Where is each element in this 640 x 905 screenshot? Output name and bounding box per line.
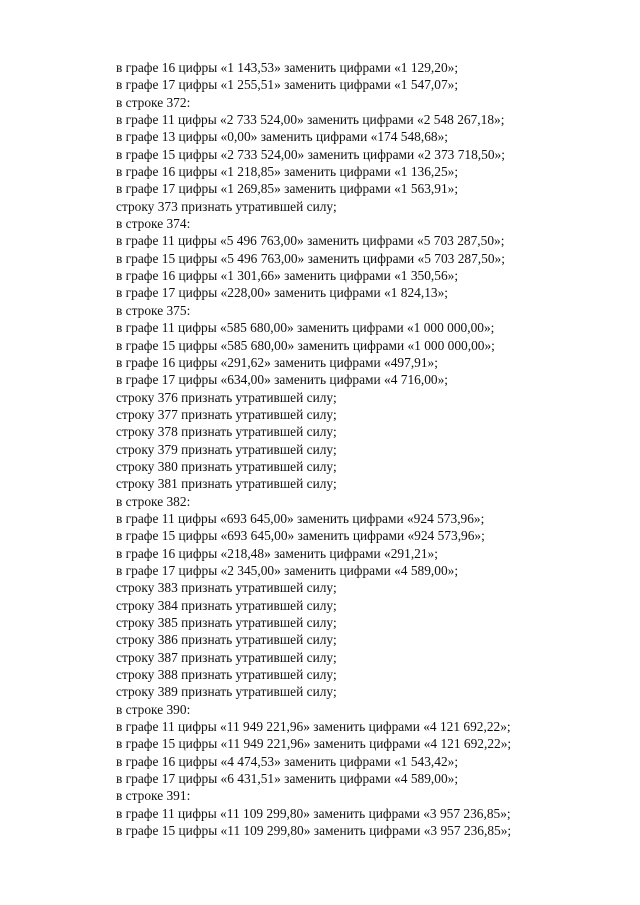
document-line: в графе 17 цифры «6 431,51» заменить цифрами «4 589,00»; [116,771,459,787]
document-line: в графе 16 цифры «1 301,66» заменить цифрами «1 350,56»; [116,268,459,284]
document-line: строку 380 признать утратившей силу; [116,458,337,474]
document-line: строку 385 признать утратившей силу; [116,615,337,630]
document-line: в графе 16 цифры «1 218,85» заменить цифрами «1 136,25»; [116,164,459,180]
document-line: в строке 375: [116,302,191,318]
document-line: в графе 16 цифры «1 143,53» заменить цифрами «1 129,20»; [116,60,459,75]
document-line: в графе 11 цифры «585 680,00» заменить цифрами «1 000 000,00»; [116,320,495,336]
document-line: строку 386 признать утратившей силу; [116,632,337,648]
document-line: в строке 391: [116,788,191,804]
document-line: в графе 17 цифры «634,00» заменить цифрами «4 716,00»; [116,372,449,388]
document-line: в графе 13 цифры «0,00» заменить цифрами «174 548,68»; [116,129,449,145]
document-line: в графе 11 цифры «5 496 763,00» заменить цифрами «5 703 287,50»; [116,233,505,249]
document-line: строку 376 признать утратившей силу; [116,389,337,405]
document-line: в графе 11 цифры «11 109 299,80» заменить цифрами «3 957 236,85»; [116,805,511,821]
document-line: строку 377 признать утратившей силу; [116,406,337,422]
document-line: в строке 372: [116,94,191,110]
document-line: в графе 15 цифры «11 949 221,96» заменить цифрами «4 121 692,22»; [116,736,512,752]
document-line: в графе 15 цифры «693 645,00» заменить цифрами «924 573,96»; [116,528,485,544]
document-body [116,59,616,839]
document-line: в графе 11 цифры «693 645,00» заменить цифрами «924 573,96»; [116,510,485,526]
document-line: строку 384 признать утратившей силу; [116,597,337,613]
document-line: строку 388 признать утратившей силу; [116,667,337,683]
document-line: в графе 15 цифры «2 733 524,00» заменить цифрами «2 373 718,50»; [116,146,505,162]
document-line: в графе 11 цифры «2 733 524,00» заменить цифрами «2 548 267,18»; [116,112,505,128]
document-line: в графе 17 цифры «228,00» заменить цифрами «1 824,13»; [116,285,449,301]
document-line: строку 387 признать утратившей силу; [116,649,337,665]
document-line: в графе 17 цифры «2 345,00» заменить цифрами «4 589,00»; [116,562,459,578]
document-line: в графе 15 цифры «585 680,00» заменить цифрами «1 000 000,00»; [116,337,495,353]
document-line: в графе 16 цифры «291,62» заменить цифрами «497,91»; [116,354,438,370]
document-line: в строке 390: [116,701,191,717]
document-line: строку 378 признать утратившей силу; [116,424,337,440]
document-line: в строке 374: [116,216,191,232]
document-line: в графе 17 цифры «1 269,85» заменить цифрами «1 563,91»; [116,181,459,197]
document-line: в графе 15 цифры «11 109 299,80» заменить цифрами «3 957 236,85»; [116,823,512,839]
document-line: строку 373 признать утратившей силу; [116,198,337,214]
document-line: строку 379 признать утратившей силу; [116,441,337,457]
document-line: в графе 11 цифры «11 949 221,96» заменить цифрами «4 121 692,22»; [116,719,511,735]
document-line: строку 381 признать утратившей силу; [116,476,337,492]
document-line: в графе 16 цифры «218,48» заменить цифрами «291,21»; [116,545,438,561]
document-line: строку 389 признать утратившей силу; [116,684,337,700]
document-line: в графе 15 цифры «5 496 763,00» заменить цифрами «5 703 287,50»; [116,250,505,266]
document-line: в графе 17 цифры «1 255,51» заменить цифрами «1 547,07»; [116,77,459,93]
document-line: в строке 382: [116,493,191,509]
document-line: в графе 16 цифры «4 474,53» заменить цифрами «1 543,42»; [116,753,459,769]
document-line: строку 383 признать утратившей силу; [116,580,337,596]
